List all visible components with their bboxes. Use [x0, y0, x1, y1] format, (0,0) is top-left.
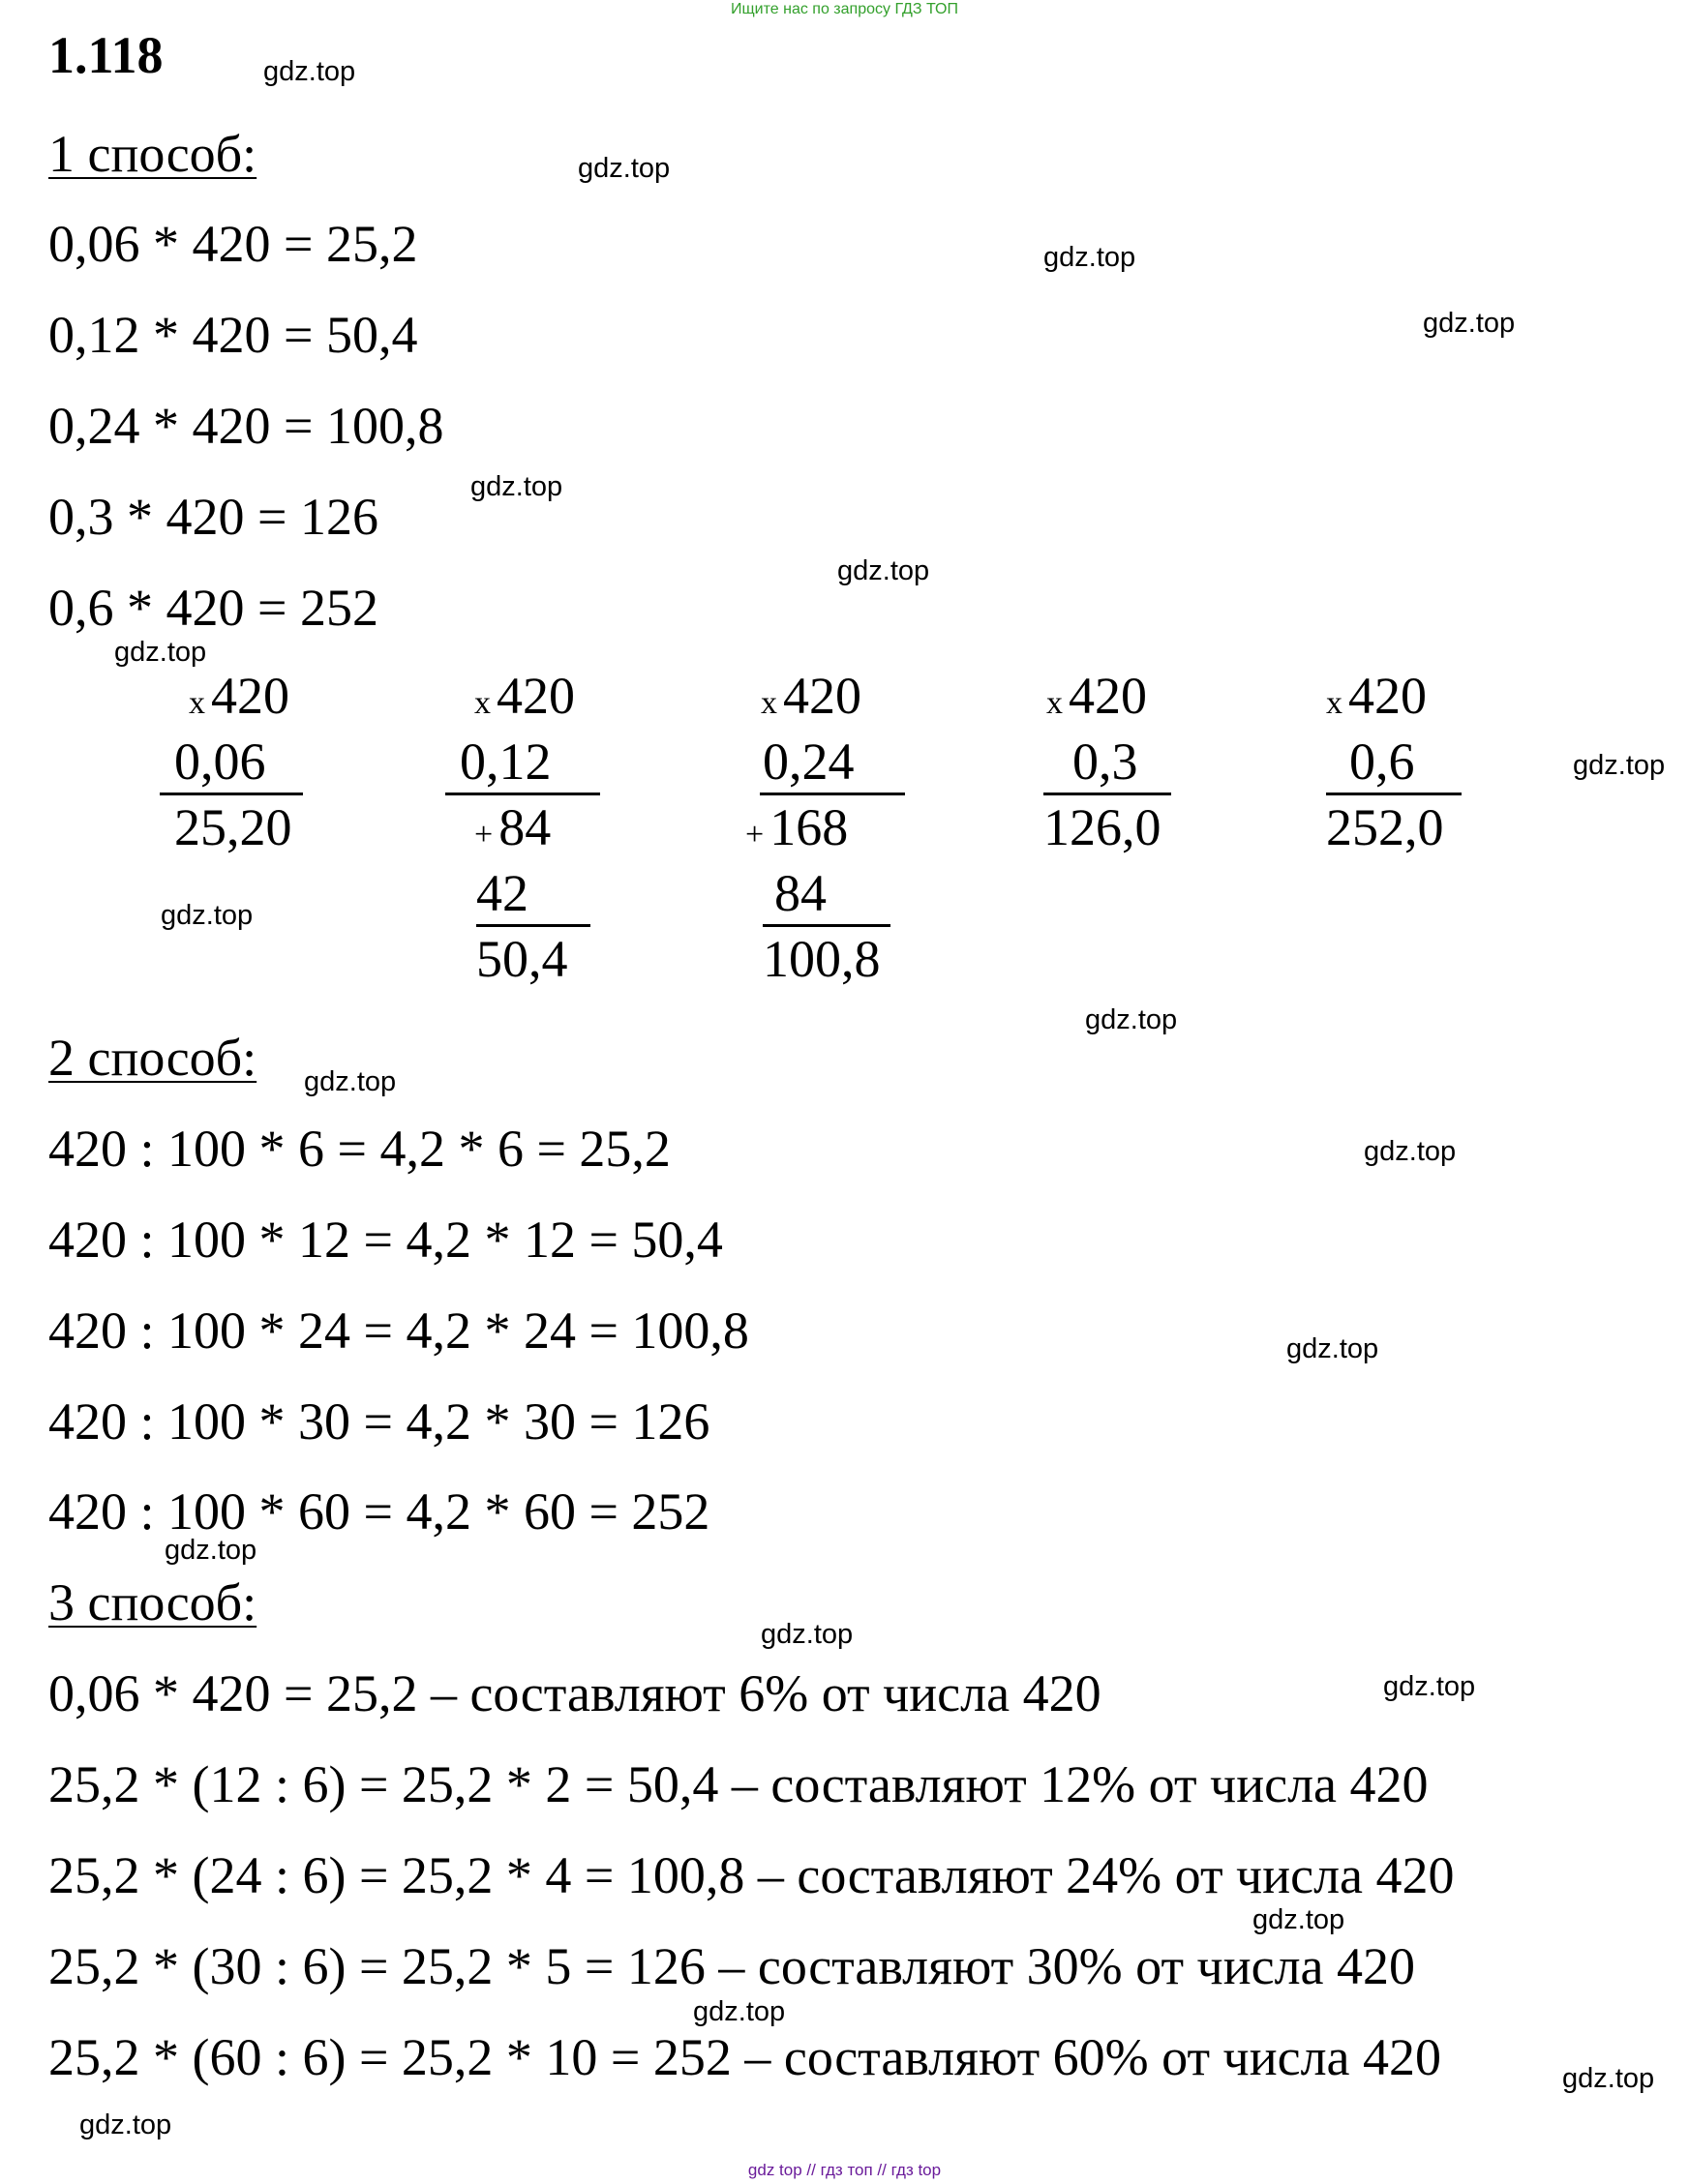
product: 100,8	[763, 930, 881, 988]
underline-rule	[476, 924, 590, 927]
watermark: gdz.top	[1383, 1671, 1476, 1702]
method-1-line: 0,24 * 420 = 100,8	[48, 397, 444, 455]
method-3-line: 25,2 * (24 : 6) = 25,2 * 4 = 100,8 – составляют 24% от числа 420	[48, 1846, 1455, 1904]
method-1-heading: 1 способ:	[48, 125, 257, 183]
multiplicand: 420	[1348, 667, 1427, 725]
plus-sign: +	[745, 817, 765, 853]
method-3-line: 25,2 * (30 : 6) = 25,2 * 5 = 126 – составляют 30% от числа 420	[48, 1937, 1415, 1995]
watermark: gdz.top	[1562, 2063, 1655, 2094]
multiplier: 0,12	[460, 733, 552, 791]
partial-product: 84	[774, 864, 827, 922]
multiplier: 0,6	[1349, 733, 1415, 791]
multiplicand: 420	[783, 667, 861, 725]
product: 50,4	[476, 930, 568, 988]
partial-product: 42	[476, 864, 528, 922]
underline-rule	[1326, 793, 1462, 795]
watermark: gdz.top	[161, 900, 254, 931]
watermark: gdz.top	[1085, 1004, 1178, 1035]
watermark: gdz.top	[79, 2109, 172, 2140]
underline-rule	[763, 924, 890, 927]
method-3-line: 25,2 * (60 : 6) = 25,2 * 10 = 252 – составляют 60% от числа 420	[48, 2028, 1441, 2086]
watermark: gdz.top	[1252, 1904, 1345, 1935]
multiply-sign: x	[761, 685, 777, 721]
method-2-line: 420 : 100 * 60 = 4,2 * 60 = 252	[48, 1482, 710, 1541]
multiply-sign: x	[474, 685, 491, 721]
watermark: gdz.top	[263, 56, 356, 87]
watermark: gdz.top	[165, 1535, 257, 1566]
product: 126,0	[1043, 798, 1161, 856]
multiplicand: 420	[211, 667, 289, 725]
partial-product: 168	[769, 798, 849, 856]
plus-sign: +	[474, 817, 494, 853]
watermark: gdz.top	[1573, 750, 1666, 781]
partial-product: 84	[498, 798, 552, 856]
watermark: gdz.top	[1423, 308, 1516, 339]
method-2-line: 420 : 100 * 12 = 4,2 * 12 = 50,4	[48, 1211, 723, 1269]
watermark: gdz.top	[470, 471, 563, 502]
watermark: gdz.top	[761, 1619, 854, 1650]
product: 252,0	[1326, 798, 1444, 856]
method-1-line: 0,12 * 420 = 50,4	[48, 306, 418, 364]
watermark: gdz.top	[304, 1066, 397, 1097]
watermark: gdz.top	[837, 555, 930, 586]
method-1-line: 0,6 * 420 = 252	[48, 579, 378, 637]
product: 25,20	[174, 798, 292, 856]
multiply-sign: x	[1326, 685, 1342, 721]
multiplicand: 420	[497, 667, 575, 725]
multiplier: 0,06	[174, 733, 266, 791]
watermark: gdz.top	[114, 637, 207, 668]
multiplier: 0,3	[1072, 733, 1138, 791]
problem-number: 1.118	[48, 26, 164, 84]
footer: gdz top // гдз топ // гдз top	[747, 2161, 942, 2179]
method-3-heading: 3 способ:	[48, 1573, 257, 1631]
underline-rule	[760, 793, 905, 795]
method-2-line: 420 : 100 * 6 = 4,2 * 6 = 25,2	[48, 1120, 671, 1178]
method-1-line: 0,06 * 420 = 25,2	[48, 215, 418, 273]
method-2-line: 420 : 100 * 24 = 4,2 * 24 = 100,8	[48, 1301, 749, 1360]
method-1-line: 0,3 * 420 = 126	[48, 488, 378, 546]
method-2-line: 420 : 100 * 30 = 4,2 * 30 = 126	[48, 1392, 710, 1451]
watermark: gdz.top	[693, 1996, 786, 2027]
watermark: gdz.top	[578, 153, 671, 184]
underline-rule	[160, 793, 303, 795]
multiplicand: 420	[1069, 667, 1147, 725]
multiplier: 0,24	[763, 733, 855, 791]
method-3-line: 0,06 * 420 = 25,2 – составляют 6% от числа 420	[48, 1664, 1101, 1722]
watermark: gdz.top	[1364, 1136, 1457, 1167]
top-banner: Ищите нас по запросу ГДЗ ТОП	[731, 1, 958, 17]
method-2-heading: 2 способ:	[48, 1029, 257, 1087]
method-3-line: 25,2 * (12 : 6) = 25,2 * 2 = 50,4 – составляют 12% от числа 420	[48, 1755, 1429, 1813]
watermark: gdz.top	[1043, 242, 1136, 273]
watermark: gdz.top	[1286, 1333, 1379, 1364]
multiply-sign: x	[189, 685, 205, 721]
underline-rule	[1043, 793, 1171, 795]
underline-rule	[445, 793, 600, 795]
multiply-sign: x	[1046, 685, 1063, 721]
